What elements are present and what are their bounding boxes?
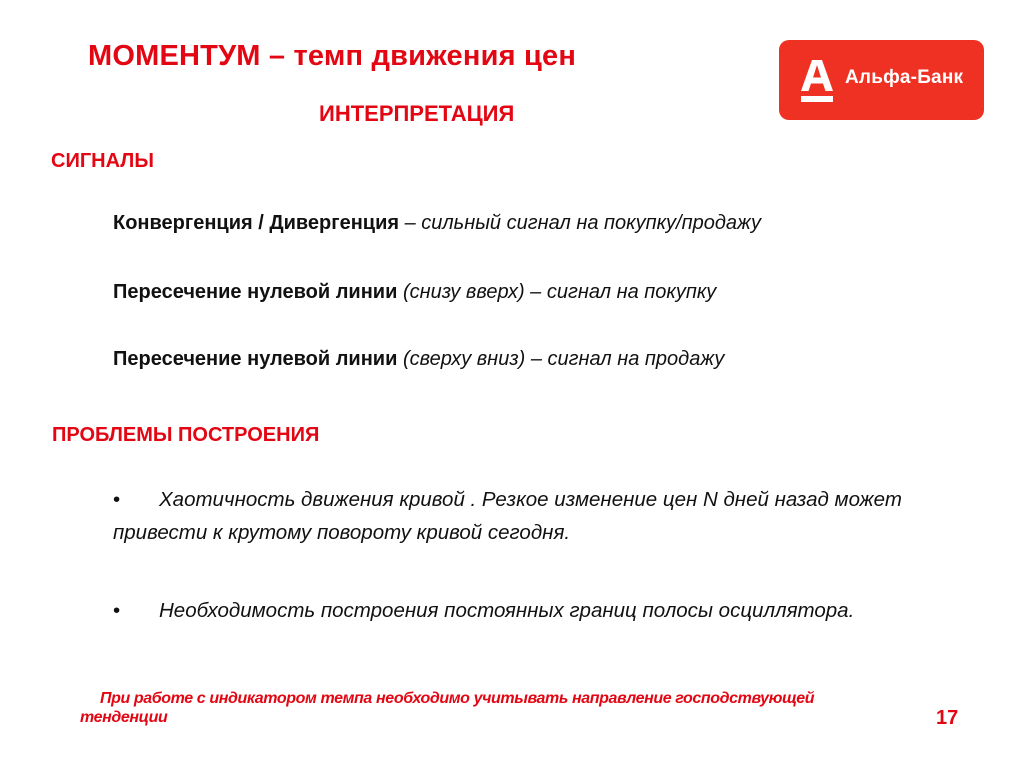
signal-description: – сигнал на покупку [524,281,717,303]
slide-title: МОМЕНТУМ – темп движения цен [88,40,577,72]
signal-item [113,212,761,235]
signal-term: Конвергенция / Дивергенция [113,212,400,234]
signal-item [113,281,716,304]
slide-subtitle: ИНТЕРПРЕТАЦИЯ [319,101,515,126]
problem-text: Хаотичность движения кривой . Резкое изменение цен N дней назад может привести к крутому повороту кривой сегодня. [113,488,902,544]
signal-term: Пересечение нулевой линии [113,281,398,303]
signals-heading: СИГНАЛЫ [51,150,154,172]
signal-term: Пересечение нулевой линии [113,348,398,370]
logo-text: Альфа-Банк [845,67,964,88]
signal-note: (снизу вверх) [397,281,525,303]
problem-item [113,483,963,549]
bullet-icon: • [113,488,121,511]
signal-note: (сверху вниз) [397,348,526,370]
alfa-bank-a-icon [799,56,835,104]
signal-item [113,348,724,371]
problems-heading: ПРОБЛЕМЫ ПОСТРОЕНИЯ [52,424,320,446]
problem-item [113,594,963,627]
signal-description: – сигнал на продажу [525,348,725,370]
footnote: При работе с индикатором темпа необходимо учитывать направление господствующей тенденции [80,690,815,726]
signal-description: – сильный сигнал на покупку/продажу [399,212,762,234]
bullet-icon: • [113,599,121,622]
page-number: 17 [936,707,959,729]
problem-text: Необходимость построения постоянных границ полосы осциллятора. [159,599,855,622]
alfa-bank-logo [779,40,984,120]
